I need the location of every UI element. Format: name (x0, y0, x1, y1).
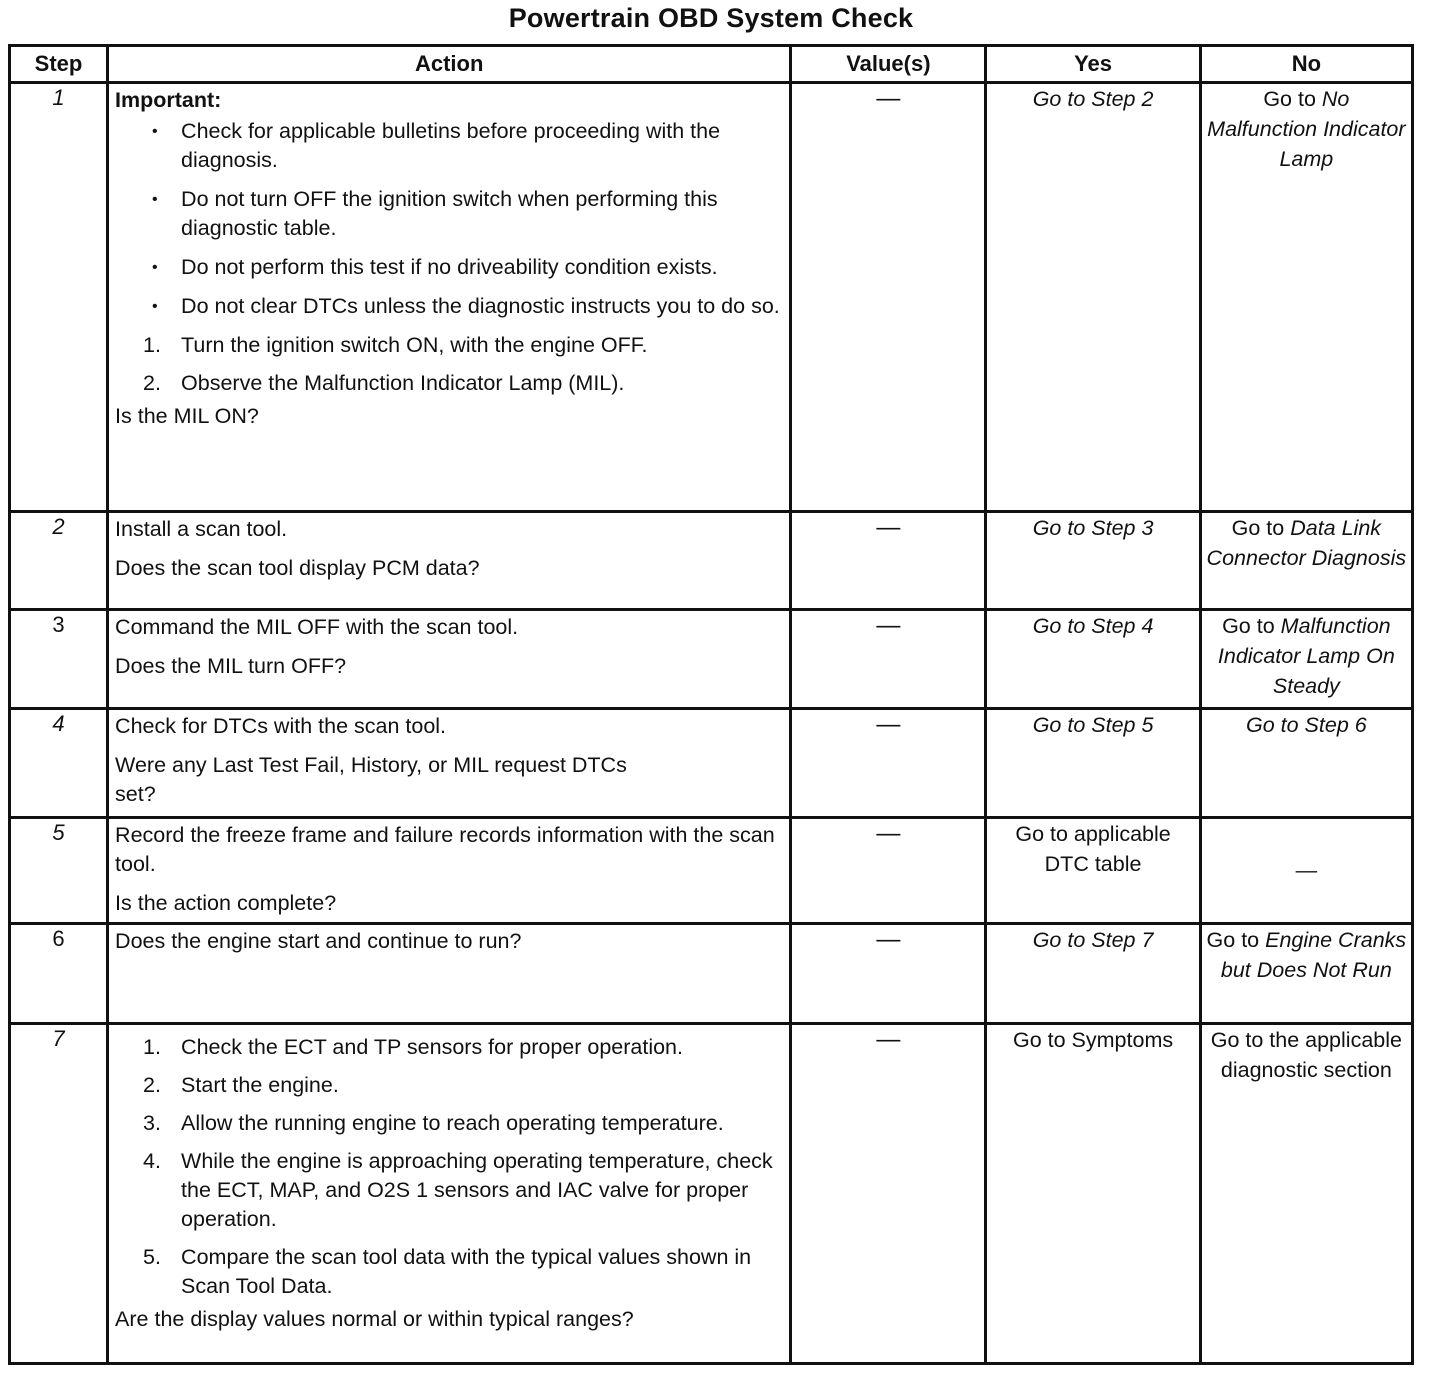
no-cell: — (1200, 818, 1412, 924)
table-row (10, 924, 1413, 1024)
table-row (10, 818, 1413, 924)
no-reference: Data Link Connector Diagnosis (1206, 516, 1407, 570)
action-line: Record the freeze frame and failure records information with the scan tool. (115, 823, 775, 876)
procedure-number: 1. (143, 1035, 161, 1059)
question: Are the display values normal or within typical ranges? (115, 1307, 634, 1331)
question: Is the MIL ON? (115, 404, 259, 428)
no-reference: Engine Cranks but Does Not Run (1220, 928, 1407, 982)
header-action: Action (108, 46, 791, 83)
yes-cell: Go to Step 5 (986, 709, 1200, 818)
no-reference: No Malfunction Indicator Lamp (1207, 87, 1406, 171)
no-cell (1200, 924, 1412, 1024)
table-row (10, 709, 1413, 818)
action-cell (108, 1024, 791, 1364)
procedure-number: 4. (143, 1149, 161, 1173)
yes-cell: Go to applicable DTC table (986, 818, 1200, 924)
action-cell (108, 512, 791, 610)
procedure-item (115, 369, 781, 398)
obd-check-table (8, 44, 1414, 1365)
no-prefix: Go to (1222, 614, 1275, 638)
yes-cell: Go to Step 4 (986, 610, 1200, 709)
step-number: 5 (10, 818, 108, 924)
value-cell: — (791, 610, 986, 709)
no-prefix: Go to (1206, 928, 1260, 952)
question: Were any Last Test Fail, History, or MIL request DTCs set? (115, 753, 627, 806)
procedure-number: 3. (143, 1111, 161, 1135)
action-cell (108, 818, 791, 924)
bullet-item: • Do not turn OFF the ignition switch when performing this diagnostic table. (115, 185, 781, 243)
no-reference: Malfunction Indicator Lamp On Steady (1217, 614, 1395, 698)
table-row (10, 1024, 1413, 1364)
procedure-item (115, 331, 781, 360)
procedure-number: 2. (143, 1073, 161, 1097)
procedure-text: While the engine is approaching operating temperature, check the ECT, MAP, and O2S 1 sensors and IAC valve for proper operation. (181, 1149, 773, 1231)
important-list (115, 117, 781, 321)
no-prefix: Go to (1263, 87, 1316, 111)
yes-cell: Go to Step 7 (986, 924, 1200, 1024)
action-line: Install a scan tool. (115, 517, 288, 541)
yes-cell: Go to Step 2 (986, 83, 1200, 512)
procedure-item (115, 1243, 781, 1301)
procedure-item (115, 1109, 781, 1138)
no-cell (1200, 610, 1412, 709)
no-prefix: Go to (1231, 516, 1285, 540)
header-step: Step (10, 46, 108, 83)
table-header-row (10, 46, 1413, 83)
table-row (10, 610, 1413, 709)
value-cell: — (791, 709, 986, 818)
procedure-number: 5. (143, 1245, 161, 1269)
procedure-text: Check the ECT and TP sensors for proper operation. (181, 1035, 683, 1059)
value-cell: — (791, 1024, 986, 1364)
procedure-item (115, 1147, 781, 1234)
question: Does the scan tool display PCM data? (115, 556, 480, 580)
table-row (10, 83, 1413, 512)
no-cell: Go to the applicable diagnostic section (1200, 1024, 1412, 1364)
value-cell: — (791, 83, 986, 512)
procedure-item (115, 1033, 781, 1062)
value-cell: — (791, 818, 986, 924)
bullet-item: • Check for applicable bulletins before proceeding with the diagnosis. (115, 117, 781, 175)
action-cell (108, 83, 791, 512)
procedure-item (115, 1071, 781, 1100)
procedure-list (115, 1033, 781, 1301)
procedure-number: 2. (143, 371, 161, 395)
step-number: 4 (10, 709, 108, 818)
step-number: 7 (10, 1024, 108, 1364)
table-row (10, 512, 1413, 610)
no-cell: Go to Step 6 (1200, 709, 1412, 818)
procedure-text: Start the engine. (181, 1073, 339, 1097)
yes-cell: Go to Symptoms (986, 1024, 1200, 1364)
procedure-text: Allow the running engine to reach operating temperature. (181, 1111, 724, 1135)
action-cell (108, 610, 791, 709)
page-title: Powertrain OBD System Check (508, 3, 914, 33)
action-cell (108, 709, 791, 818)
bullet-item: • Do not clear DTCs unless the diagnostic instructs you to do so. (115, 292, 781, 321)
question: Does the MIL turn OFF? (115, 654, 347, 678)
value-cell: — (791, 924, 986, 1024)
question: Is the action complete? (115, 891, 337, 915)
procedure-number: 1. (143, 333, 161, 357)
value-cell: — (791, 512, 986, 610)
step-number: 3 (10, 610, 108, 709)
action-line: Check for DTCs with the scan tool. (115, 714, 447, 738)
action-cell (108, 924, 791, 1024)
header-no: No (1200, 46, 1412, 83)
header-values: Value(s) (791, 46, 986, 83)
procedure-text: Turn the ignition switch ON, with the engine OFF. (181, 333, 648, 357)
yes-cell: Go to Step 3 (986, 512, 1200, 610)
action-line: Command the MIL OFF with the scan tool. (115, 615, 519, 639)
procedure-list (115, 331, 781, 398)
bullet-item: • Do not perform this test if no driveability condition exists. (115, 253, 781, 282)
no-cell (1200, 83, 1412, 512)
question: Does the engine start and continue to run? (115, 929, 522, 953)
header-yes: Yes (986, 46, 1200, 83)
important-label: Important: (115, 88, 222, 112)
procedure-text: Compare the scan tool data with the typical values shown in Scan Tool Data. (181, 1245, 752, 1298)
step-number: 1 (10, 83, 108, 512)
no-cell (1200, 512, 1412, 610)
step-number: 2 (10, 512, 108, 610)
procedure-text: Observe the Malfunction Indicator Lamp (MIL). (181, 371, 625, 395)
step-number: 6 (10, 924, 108, 1024)
